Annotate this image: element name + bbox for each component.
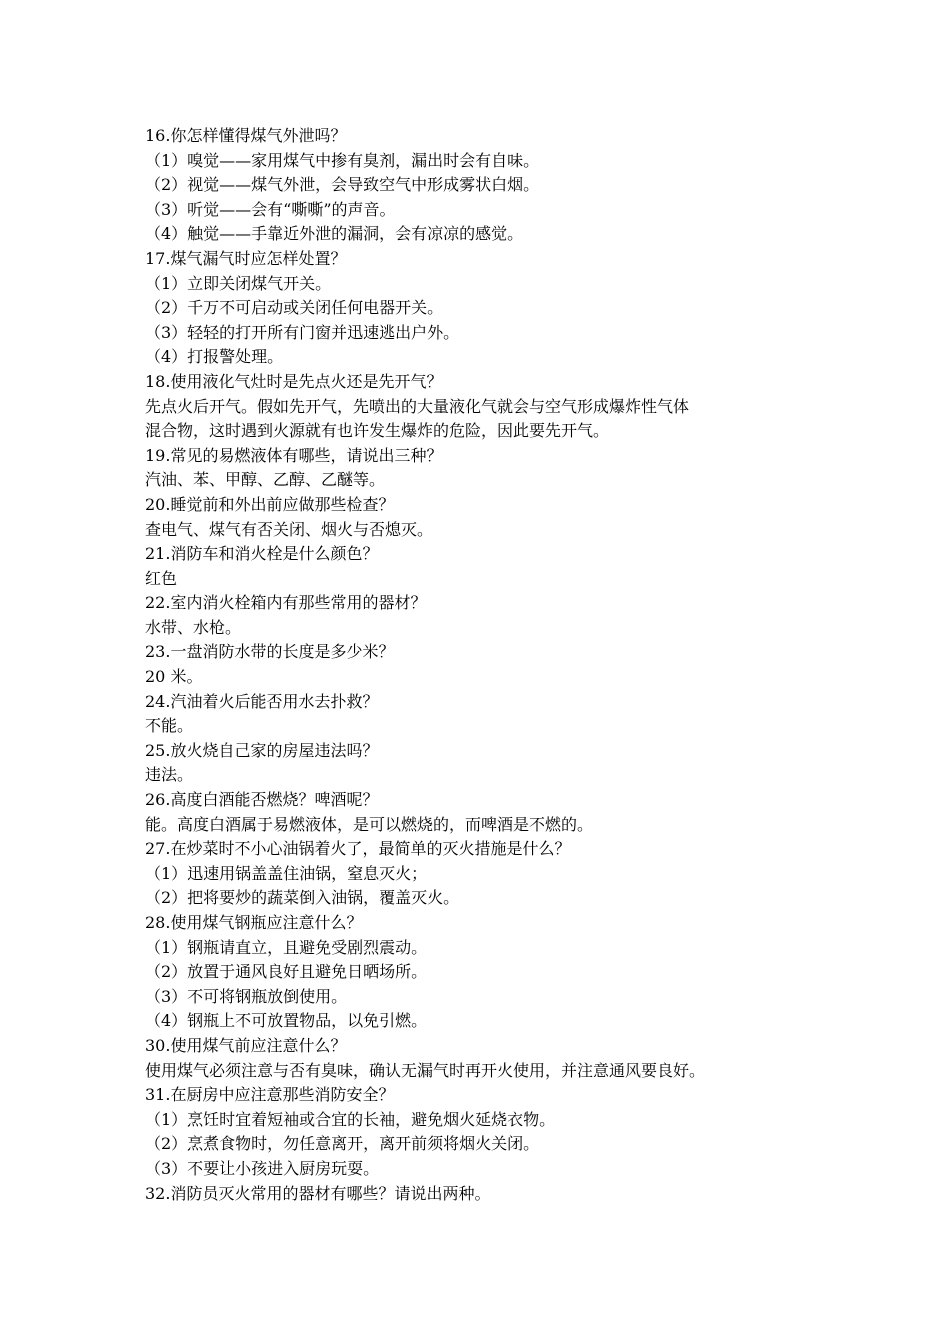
- answer-line: （4）触觉——手靠近外泄的漏洞，会有凉凉的感觉。: [145, 224, 524, 244]
- answer-line: （2）放置于通风良好且避免日晒场所。: [145, 962, 428, 982]
- answer-line: （1）迅速用锅盖盖住油锅，窒息灭火；: [145, 863, 428, 883]
- answer-line: （3）不可将钢瓶放倒使用。: [145, 986, 348, 1006]
- answer-line: （4）打报警处理。: [145, 347, 284, 367]
- question-24: 24.汽油着火后能否用水去扑救？: [145, 691, 379, 711]
- answer-line: 水带、水枪。: [145, 617, 242, 637]
- document-page: [145, 124, 845, 1206]
- question-16: 16.你怎样懂得煤气外泄吗？: [145, 126, 347, 145]
- answer-line: （2）千万不可启动或关闭任何电器开关。: [145, 298, 444, 318]
- answer-line: 红色: [145, 568, 178, 588]
- answer-line: （1）立即关闭煤气开关。: [145, 273, 332, 293]
- question-26: 26.高度白酒能否燃烧？啤酒呢？: [145, 790, 379, 810]
- answer-line: 查电气、煤气有否关闭、烟火与否熄灭。: [145, 519, 434, 539]
- question-27: 27.在炒菜时不小心油锅着火了，最简单的灭火措施是什么？: [145, 839, 571, 859]
- question-28: 28.使用煤气钢瓶应注意什么？: [145, 913, 363, 932]
- answer-line: 使用煤气必须注意与否有臭味，确认无漏气时再开火使用，并注意通风要良好。: [145, 1060, 706, 1080]
- answer-line: 违法。: [145, 765, 194, 785]
- answer-line: （1）嗅觉——家用煤气中掺有臭剂，漏出时会有自味。: [145, 150, 540, 170]
- answer-line: （3）听觉——会有“嘶嘶”的声音。: [145, 199, 396, 219]
- answer-line: 能。高度白酒属于易燃液体，是可以燃烧的，而啤酒是不燃的。: [145, 814, 594, 834]
- question-18: 18.使用液化气灶时是先点火还是先开气？: [145, 371, 443, 391]
- answer-line: （4）钢瓶上不可放置物品，以免引燃。: [145, 1011, 428, 1031]
- question-19: 19.常见的易燃液体有哪些，请说出三种？: [145, 445, 443, 465]
- answer-line: （2）把将要炒的蔬菜倒入油锅，覆盖灭火。: [145, 888, 460, 908]
- answer-line: 混合物，这时遇到火源就有也许发生爆炸的危险，因此要先开气。: [145, 421, 610, 441]
- answer-line: （2）烹煮食物时，勿任意离开，离开前须将烟火关闭。: [145, 1134, 540, 1154]
- answer-line: 20 米。: [145, 667, 203, 687]
- answer-line: （2）视觉——煤气外泄，会导致空气中形成雾状白烟。: [145, 175, 540, 195]
- question-32: 32.消防员灭火常用的器材有哪些？请说出两种。: [145, 1183, 491, 1203]
- question-23: 23.一盘消防水带的长度是多少米？: [145, 642, 395, 662]
- question-31: 31.在厨房中应注意那些消防安全？: [145, 1085, 395, 1105]
- question-20: 20.睡觉前和外出前应做那些检查？: [145, 494, 395, 514]
- question-22: 22.室内消火栓箱内有那些常用的器材？: [145, 593, 427, 613]
- question-30: 30.使用煤气前应注意什么？: [145, 1035, 347, 1055]
- answer-line: （3）不要让小孩进入厨房玩耍。: [145, 1158, 380, 1178]
- answer-line: （3）轻轻的打开所有门窗并迅速逃出户外。: [145, 322, 460, 342]
- question-17: 17.煤气漏气时应怎样处置？: [145, 248, 347, 268]
- question-21: 21.消防车和消火栓是什么颜色？: [145, 544, 379, 564]
- answer-line: 不能。: [145, 716, 194, 736]
- answer-line: 先点火后开气。假如先开气，先喷出的大量液化气就会与空气形成爆炸性气体: [145, 396, 690, 416]
- answer-line: （1）烹饪时宜着短袖或合宜的长袖，避免烟火延烧衣物。: [145, 1109, 556, 1129]
- question-25: 25.放火烧自己家的房屋违法吗？: [145, 740, 379, 760]
- answer-line: 汽油、苯、甲醇、乙醇、乙醚等。: [145, 470, 386, 490]
- answer-line: （1）钢瓶请直立，且避免受剧烈震动。: [145, 937, 428, 957]
